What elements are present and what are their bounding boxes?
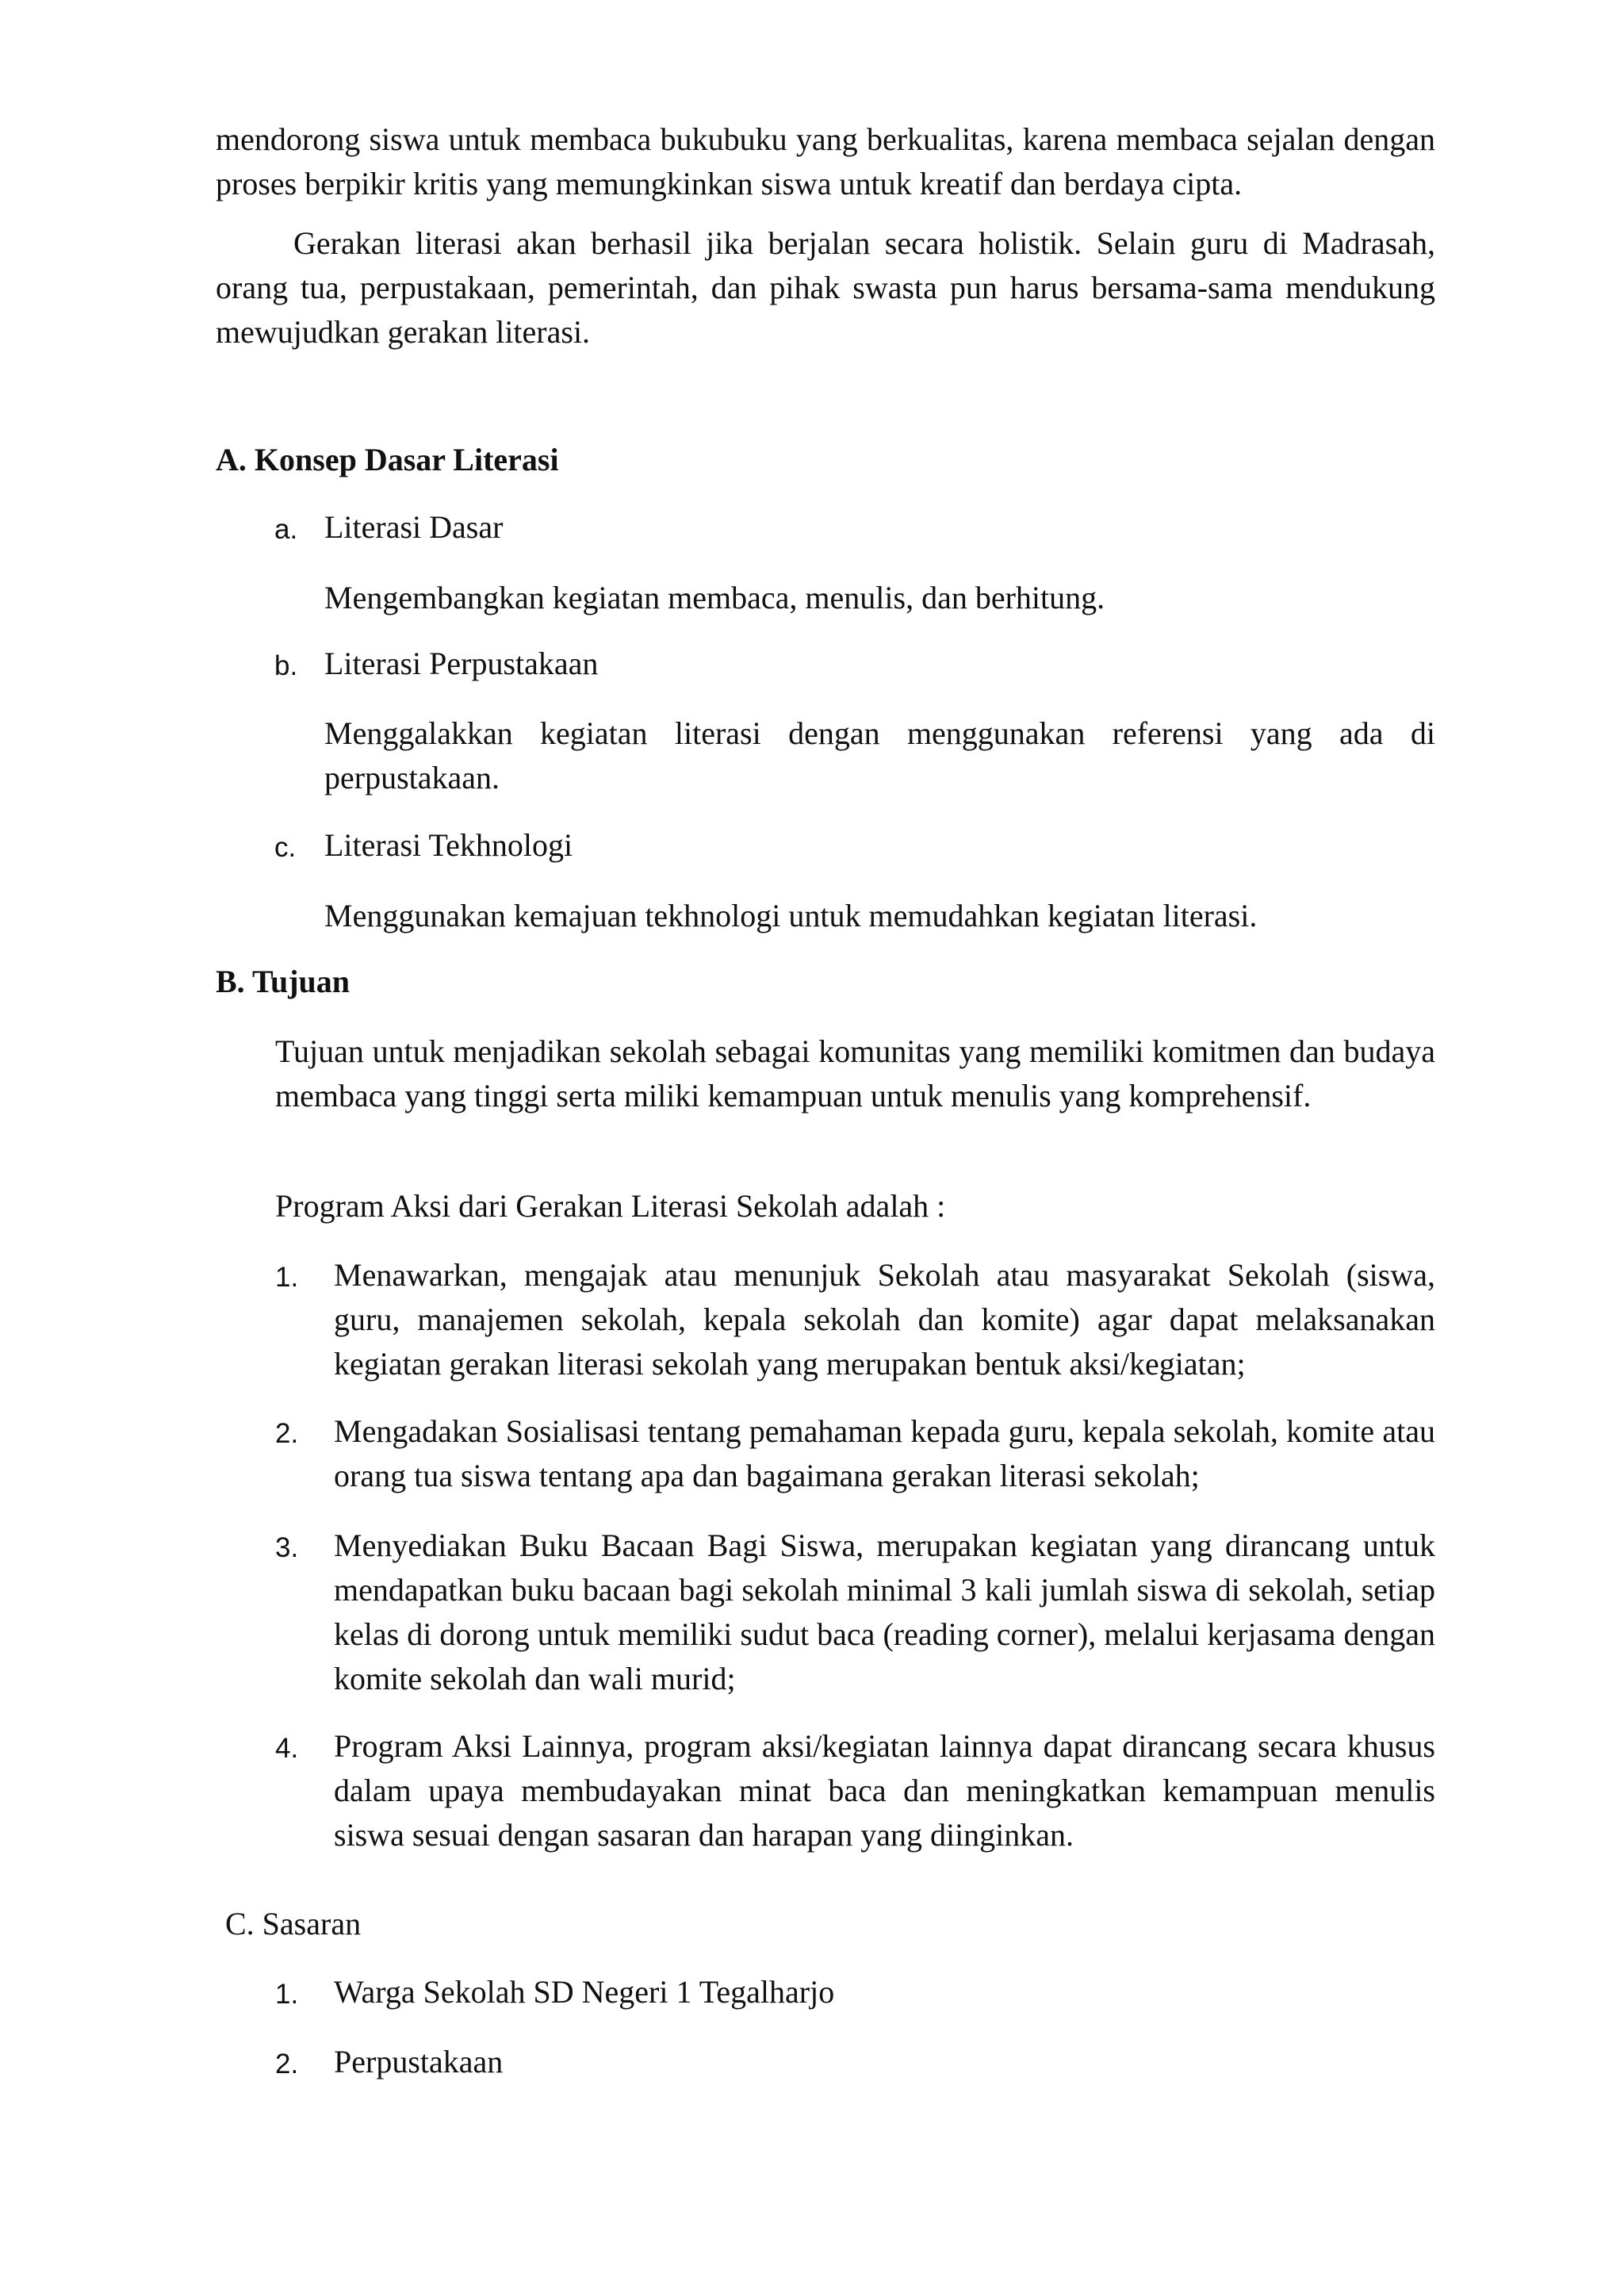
program-item-3: Menyediakan Buku Bacaan Bagi Siswa, merupakan kegiatan yang dirancang untuk mendapatkan buku bacaan bagi sekolah minimal 3 kali jumlah siswa di sekolah, setiap kelas di dorong untuk memiliki sudut baca (reading corner), melalui kerjasama dengan komite sekolah dan wali murid; (334, 1527, 1435, 1696)
intro-paragraph-1: mendorong siswa untuk membaca bukubuku yang berkualitas, karena membaca sejalan dengan proses berpikir kritis yang memungkinkan siswa untuk kreatif dan berdaya cipta. (216, 121, 1435, 201)
section-c-heading: C. Sasaran (225, 1906, 362, 1941)
literasi-perpustakaan-title: Literasi Perpustakaan (324, 646, 599, 681)
program-aksi-intro: Program Aksi dari Gerakan Literasi Sekolah adalah : (275, 1188, 946, 1224)
section-b-heading: B. Tujuan (216, 964, 350, 999)
list-marker-c: c. (274, 832, 297, 863)
program-item-2: Mengadakan Sosialisasi tentang pemahaman kepada guru, kepala sekolah, komite atau orang tua siswa tentang apa dan bagaimana gerakan literasi sekolah; (334, 1413, 1435, 1493)
literasi-dasar-description: Mengembangkan kegiatan membaca, menulis, dan berhitung. (324, 580, 1105, 615)
program-marker-4: 4. (275, 1733, 299, 1764)
literasi-tekhnologi-title: Literasi Tekhnologi (324, 827, 573, 863)
sasaran-marker-2: 2. (275, 2049, 299, 2079)
program-item-4: Program Aksi Lainnya, program aksi/kegiatan lainnya dapat dirancang secara khusus dalam upaya membudayakan minat baca dan meningkatkan kemampuan menulis siswa sesuai dengan sasaran dan harapan yang diinginkan. (334, 1728, 1435, 1853)
literasi-tekhnologi-description: Menggunakan kemajuan tekhnologi untuk memudahkan kegiatan literasi. (324, 898, 1258, 933)
list-marker-a: a. (274, 514, 298, 545)
literasi-dasar-title: Literasi Dasar (324, 509, 504, 545)
tujuan-paragraph: Tujuan untuk menjadikan sekolah sebagai komunitas yang memiliki komitmen dan budaya membaca yang tinggi serta miliki kemampuan untuk menulis yang komprehensif. (275, 1033, 1435, 1114)
section-a-heading: A. Konsep Dasar Literasi (216, 442, 559, 477)
program-item-1: Menawarkan, mengajak atau menunjuk Sekolah atau masyarakat Sekolah (siswa, guru, manajemen sekolah, kepala sekolah dan komite) agar dapat melaksanakan kegiatan gerakan literasi sekolah yang merupakan bentuk aksi/kegiatan; (334, 1257, 1435, 1382)
sasaran-item-2: Perpustakaan (334, 2044, 504, 2079)
list-marker-b: b. (274, 650, 298, 681)
sasaran-marker-1: 1. (275, 1979, 299, 2010)
intro-paragraph-2: Gerakan literasi akan berhasil jika berjalan secara holistik. Selain guru di Madrasah, orang tua, perpustakaan, pemerintah, dan pihak swasta pun harus bersama-sama mendukung mewujudkan gerakan literasi. (216, 225, 1435, 350)
sasaran-item-1: Warga Sekolah SD Negeri 1 Tegalharjo (334, 1974, 835, 2010)
literasi-perpustakaan-description: Menggalakkan kegiatan literasi dengan menggunakan referensi yang ada di perpustakaan. (324, 715, 1435, 795)
program-marker-3: 3. (275, 1532, 299, 1563)
program-marker-2: 2. (275, 1418, 299, 1449)
program-marker-1: 1. (275, 1262, 299, 1293)
